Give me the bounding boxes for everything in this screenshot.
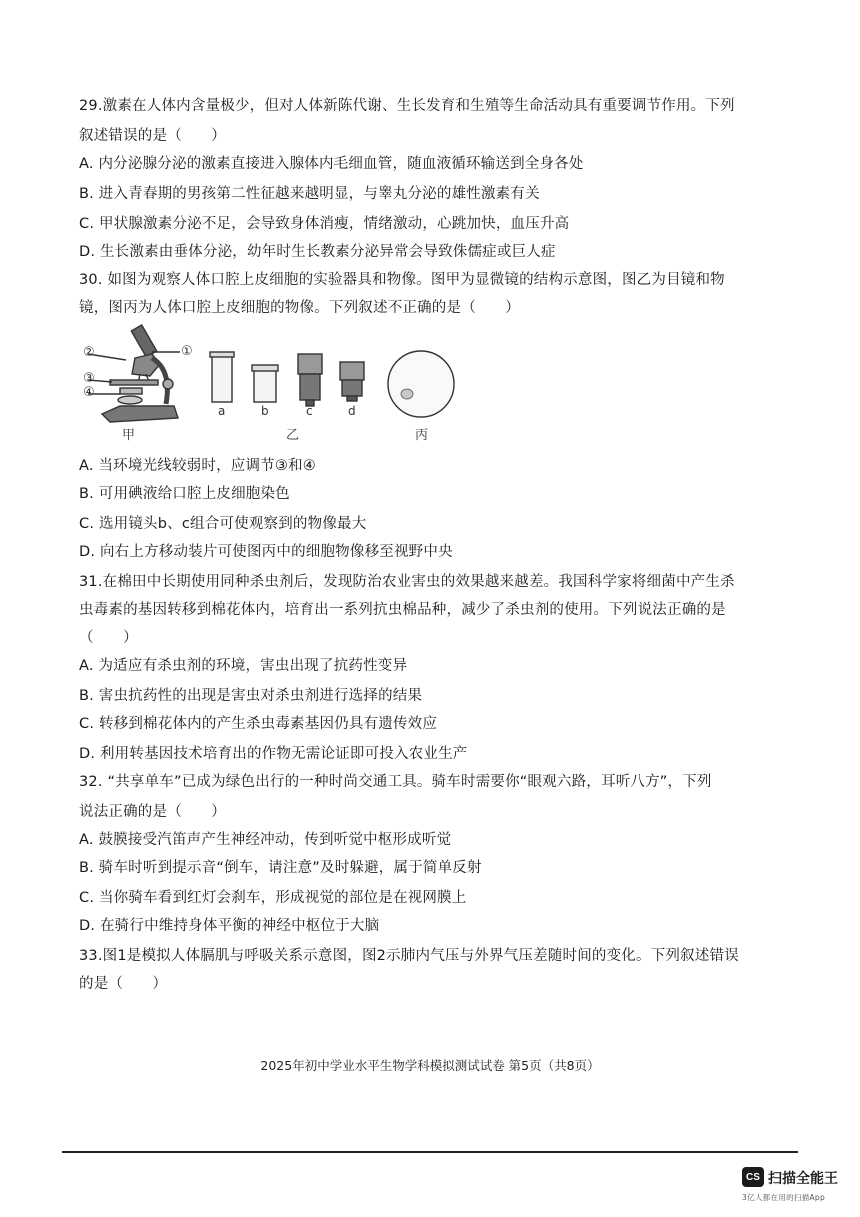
text-line: 32. “共享单车”已成为绿色出行的一种时尚交通工具。骑车时需要你“眼观六路，耳听八方”，下列: [79, 774, 712, 790]
text-line: B. 害虫抗药性的出现是害虫对杀虫剂进行选择的结果: [79, 688, 423, 704]
text-line: C. 转移到棉花体内的产生杀虫毒素基因仍具有遗传效应: [79, 716, 438, 732]
figure-drawing: [80, 318, 520, 446]
scanner-watermark: [742, 1167, 846, 1207]
field-of-view-icon: [388, 351, 454, 417]
microscope-icon: [88, 325, 180, 422]
logo-tagline: 3亿人都在用的扫描App: [742, 1193, 826, 1202]
logo-name: 扫描全能王: [768, 1171, 838, 1187]
text-line: 镜，图丙为人体口腔上皮细胞的物像。下列叙述不正确的是（ ）: [79, 300, 520, 316]
marker-3: ③: [83, 371, 95, 386]
lens-label-c: c: [306, 404, 313, 418]
lenses-icon: [210, 352, 364, 406]
text-line: D. 生长激素由垂体分泌，幼年时生长教素分泌异常会导致侏儒症或巨人症: [79, 244, 556, 260]
text-line: 30. 如图为观察人体口腔上皮细胞的实验器具和物像。图甲为显微镜的结构示意图，图乙为目镜和物: [79, 272, 725, 288]
lens-label-b: b: [261, 404, 269, 418]
marker-4: ④: [83, 385, 95, 400]
text-line: 说法正确的是（ ）: [79, 804, 226, 820]
text-line: 虫毒素的基因转移到棉花体内，培育出一系列抗虫棉品种，减少了杀虫剂的使用。下列说法正确的是: [79, 602, 726, 618]
text-line: B. 进入青春期的男孩第二性征越来越明显，与睾丸分泌的雄性激素有关: [79, 186, 540, 202]
text-line: C. 甲状腺激素分泌不足，会导致身体消瘦，情绪激动，心跳加快，血压升高: [79, 216, 570, 232]
cs-logo-icon: CS: [742, 1167, 764, 1187]
text-line: C. 选用镜头b、c组合可使观察到的物像最大: [79, 516, 367, 532]
figure-microscope: [80, 318, 520, 446]
lens-label-a: a: [218, 404, 226, 418]
text-line: （ ）: [79, 630, 138, 646]
text-line: B. 可用碘液给口腔上皮细胞染色: [79, 486, 290, 502]
lens-label-d: d: [348, 404, 356, 418]
footer-divider: [62, 1151, 798, 1153]
page-footer: 2025年初中学业水平生物学科模拟测试试卷 第5页（共8页）: [260, 1058, 600, 1073]
text-line: A. 内分泌腺分泌的激素直接进入腺体内毛细血管，随血液循环输送到全身各处: [79, 156, 584, 172]
text-line: 29.激素在人体内含量极少，但对人体新陈代谢、生长发育和生殖等生命活动具有重要调节作用。下列: [79, 98, 735, 114]
marker-1: ①: [181, 344, 193, 359]
caption-yi: 乙: [286, 428, 300, 443]
marker-2: ②: [83, 345, 95, 360]
text-line: 叙述错误的是（ ）: [79, 128, 226, 144]
text-line: D. 在骑行中维持身体平衡的神经中枢位于大脑: [79, 918, 380, 934]
caption-jia: 甲: [122, 428, 136, 443]
text-line: 33.图1是模拟人体膈肌与呼吸关系示意图，图2示肺内气压与外界气压差随时间的变化。下列叙述错误: [79, 948, 739, 964]
text-line: A. 鼓膜接受汽笛声产生神经冲动，传到听觉中枢形成听觉: [79, 832, 452, 848]
text-line: A. 为适应有杀虫剂的环境，害虫出现了抗药性变异: [79, 658, 408, 674]
text-line: A. 当环境光线较弱时，应调节③和④: [79, 458, 316, 474]
caption-bing: 丙: [415, 428, 429, 443]
text-line: C. 当你骑车看到红灯会刹车，形成视觉的部位是在视网膜上: [79, 890, 467, 906]
text-line: 31.在棉田中长期使用同种杀虫剂后，发现防治农业害虫的效果越来越差。我国科学家将细菌中产生杀: [79, 574, 735, 590]
text-line: D. 利用转基因技术培育出的作物无需论证即可投入农业生产: [79, 746, 468, 762]
text-line: B. 骑车时听到提示音“倒车，请注意”及时躲避，属于简单反射: [79, 860, 482, 876]
text-line: D. 向右上方移动装片可使图丙中的细胞物像移至视野中央: [79, 544, 453, 560]
text-line: 的是（ ）: [79, 976, 168, 992]
